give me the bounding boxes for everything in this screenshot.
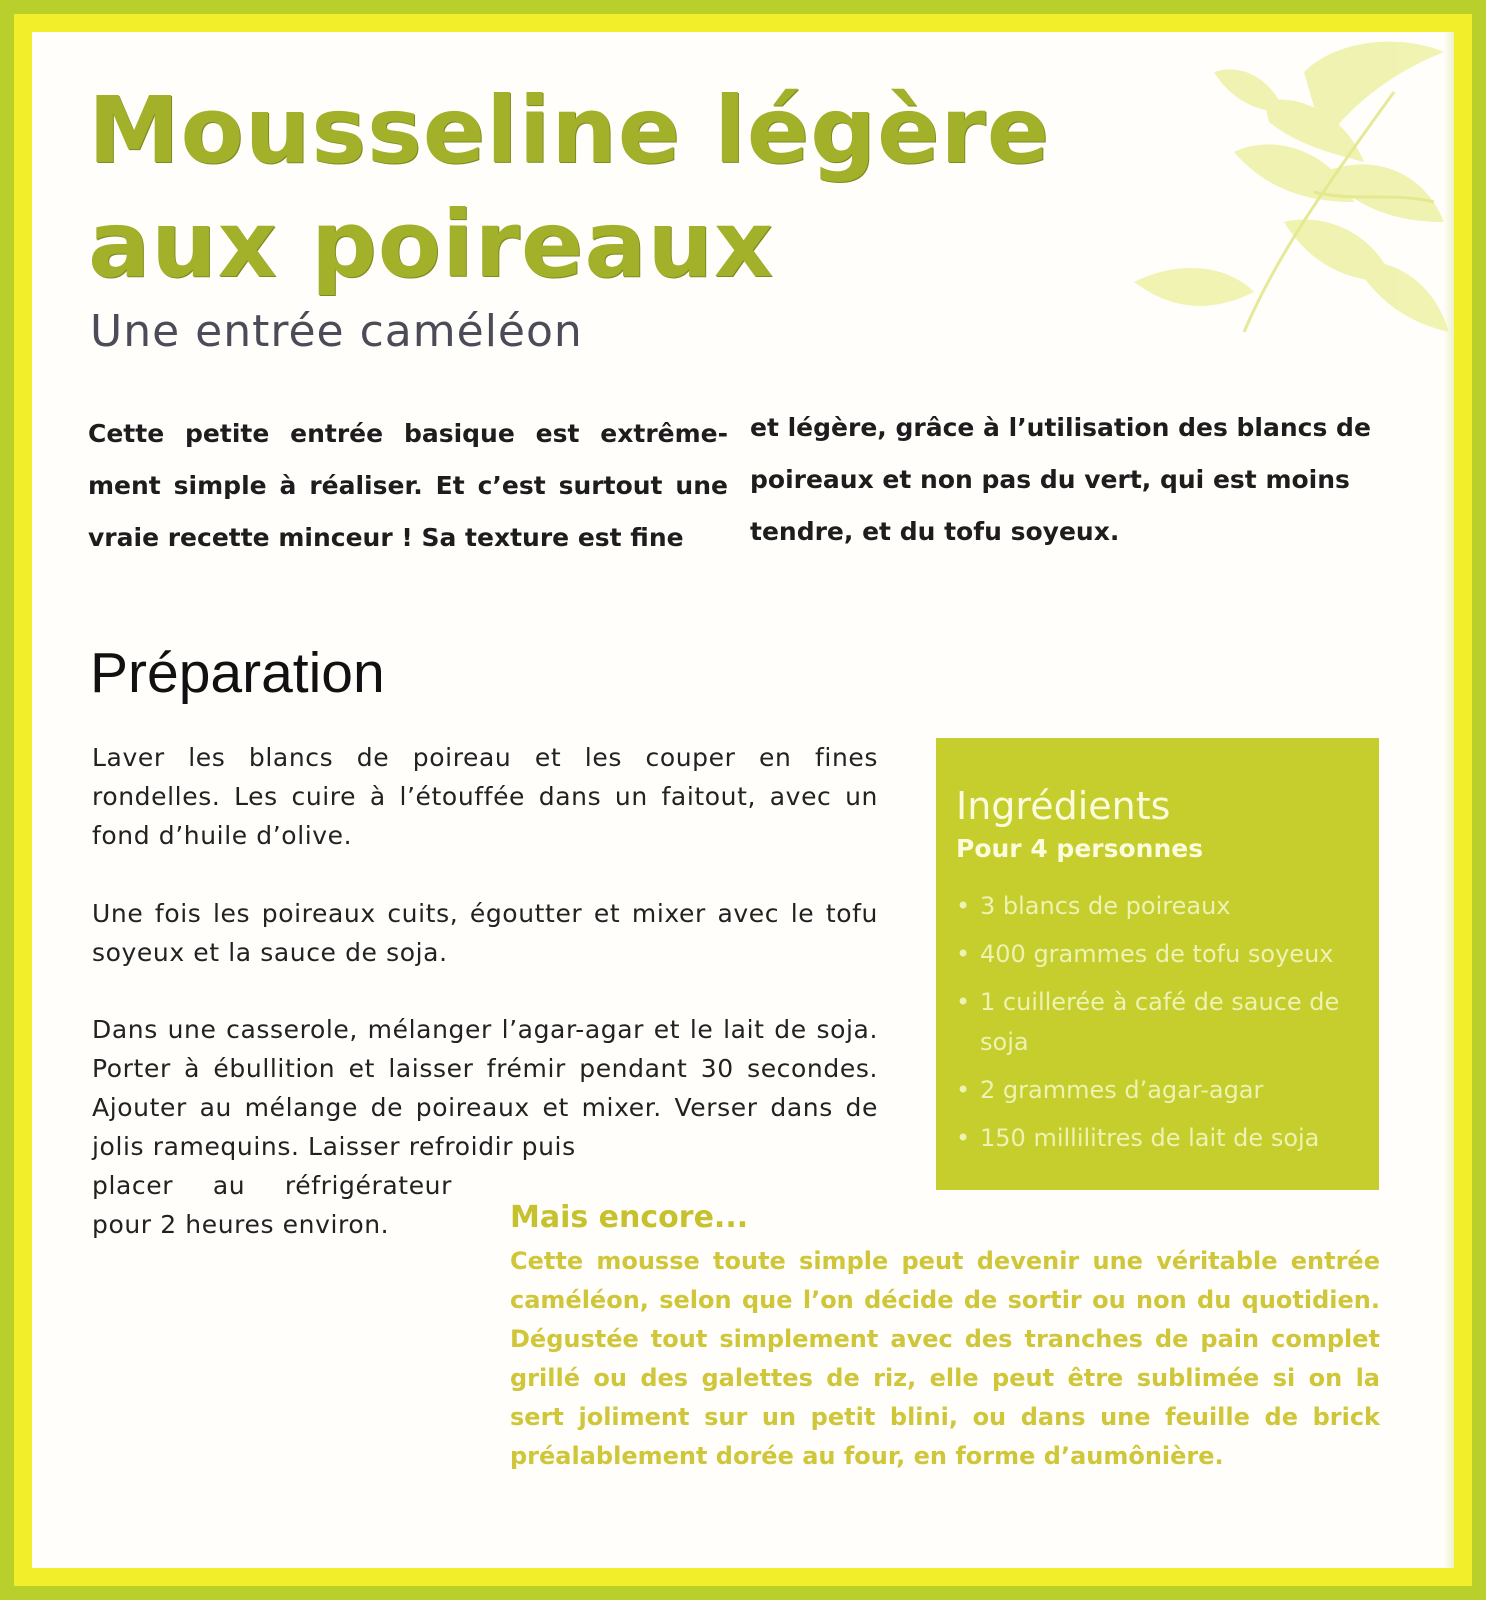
recipe-title: Mousseline légère aux poireaux <box>88 77 1051 298</box>
ingredients-box <box>936 738 1379 1190</box>
ingredient-item: • 1 cuillerée à café de sauce de soja <box>956 982 1376 1062</box>
ingredients-servings: Pour 4 personnes <box>956 834 1204 863</box>
ingredient-item: • 150 millilitres de lait de soja <box>956 1118 1376 1158</box>
recipe-page <box>32 32 1454 1568</box>
ingredient-item: • 3 blancs de poireaux <box>956 886 1376 926</box>
intro-text-left: Cette petite entrée basique est extrême-ment simple à réaliser. Et c’est surtout une vraie recette minceur ! Sa texture est fine <box>88 419 728 552</box>
ingredient-item: • 400 grammes de tofu soyeux <box>956 934 1376 974</box>
ingredient-item: • 2 grammes d’agar-agar <box>956 1070 1376 1110</box>
preparation-step-3-text: Dans une casserole, mélanger l’agar-agar et le lait de soja. Porter à ébullition et laisser frémir pendant 30 secondes. Ajouter au mélange de poireaux et mixer. Verser dans de jolis ramequins. Laisser refroidir puis <box>92 1015 878 1161</box>
tip-text: Cette mousse toute simple peut devenir une véritable entrée caméléon, selon que l’on décide de sortir ou non du quotidien. Dégustée tout simplement avec des tranches de pain complet grillé ou des galettes de riz, elle peut être sublimée si on la sert joliment sur un petit blini, ou dans une feuille de brick préalablement dorée au four, en forme d’aumônière. <box>510 1247 1380 1470</box>
ingredients-title: Ingrédients <box>956 784 1171 828</box>
tip-title: Mais encore... <box>510 1200 749 1235</box>
preparation-step-3-end: placer au réfrigérateur pour 2 heures environ. <box>92 1171 452 1239</box>
ingredients-list <box>956 886 1376 1166</box>
preparation-step-3 <box>92 1010 878 1244</box>
leaf-illustration-icon <box>1094 32 1454 342</box>
intro-text-right: et légère, grâce à l’utilisation des blancs de poireaux et non pas du vert, qui est moins tendre, et du tofu soyeux. <box>750 413 1371 546</box>
preparation-step-2: Une fois les poireaux cuits, égoutter et mixer avec le tofu soyeux et la sauce de soja. <box>92 899 878 967</box>
preparation-step-1: Laver les blancs de poireau et les couper en fines rondelles. Les cuire à l’étouffée dans un faitout, avec un fond d’huile d’olive. <box>92 743 878 850</box>
recipe-subtitle: Une entrée caméléon <box>90 306 583 357</box>
preparation-heading: Préparation <box>90 641 385 705</box>
